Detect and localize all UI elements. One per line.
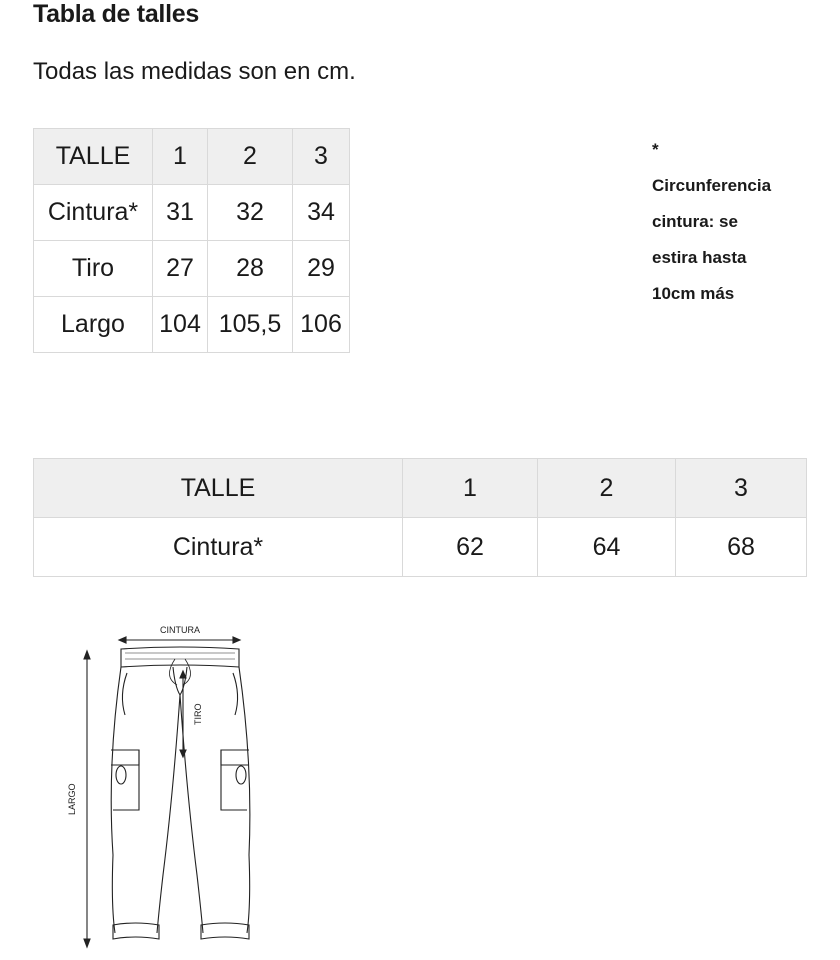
table-header-row bbox=[34, 129, 350, 185]
table-cell: Largo bbox=[34, 297, 153, 353]
note-line: Circunferencia bbox=[652, 176, 772, 195]
table-cell: 34 bbox=[293, 185, 350, 241]
table-cell: 68 bbox=[676, 518, 807, 577]
table-cell: 104 bbox=[153, 297, 208, 353]
pants-measurement-diagram bbox=[55, 615, 275, 950]
table-cell: Tiro bbox=[34, 241, 153, 297]
note-line: estira hasta bbox=[652, 248, 747, 267]
table-cell: 27 bbox=[153, 241, 208, 297]
table-header-cell: TALLE bbox=[34, 459, 403, 518]
table-header-cell: TALLE bbox=[34, 129, 153, 185]
size-table-measurements bbox=[33, 128, 350, 353]
table-cell: 28 bbox=[208, 241, 293, 297]
page-subtitle: Todas las medidas son en cm. bbox=[33, 58, 356, 85]
table-header-cell: 2 bbox=[208, 129, 293, 185]
rise-label: TIRO bbox=[193, 703, 203, 725]
length-arrow bbox=[84, 651, 90, 947]
table-row bbox=[34, 518, 807, 577]
table-cell: 105,5 bbox=[208, 297, 293, 353]
table-header-cell: 1 bbox=[403, 459, 538, 518]
length-label: LARGO bbox=[67, 783, 77, 815]
table-cell: 29 bbox=[293, 241, 350, 297]
table-cell: 62 bbox=[403, 518, 538, 577]
note-asterisk: * bbox=[652, 140, 659, 159]
table-header-row bbox=[34, 459, 807, 518]
table-header-cell: 2 bbox=[538, 459, 676, 518]
note-line: 10cm más bbox=[652, 284, 735, 303]
table-cell: 31 bbox=[153, 185, 208, 241]
note-line: cintura: se bbox=[652, 212, 738, 231]
table-cell: Cintura* bbox=[34, 185, 153, 241]
waist-stretch-note bbox=[652, 132, 822, 312]
table-cell: 32 bbox=[208, 185, 293, 241]
table-header-cell: 1 bbox=[153, 129, 208, 185]
table-row bbox=[34, 241, 350, 297]
table-header-cell: 3 bbox=[676, 459, 807, 518]
page-title: Tabla de talles bbox=[33, 0, 199, 28]
table-header-cell: 3 bbox=[293, 129, 350, 185]
table-cell: 106 bbox=[293, 297, 350, 353]
pants-outline bbox=[111, 647, 250, 939]
table-cell: Cintura* bbox=[34, 518, 403, 577]
table-row bbox=[34, 297, 350, 353]
table-row bbox=[34, 185, 350, 241]
waist-label: CINTURA bbox=[160, 625, 200, 635]
size-table-circumference bbox=[33, 458, 807, 577]
table-cell: 64 bbox=[538, 518, 676, 577]
waist-arrow bbox=[119, 637, 240, 643]
